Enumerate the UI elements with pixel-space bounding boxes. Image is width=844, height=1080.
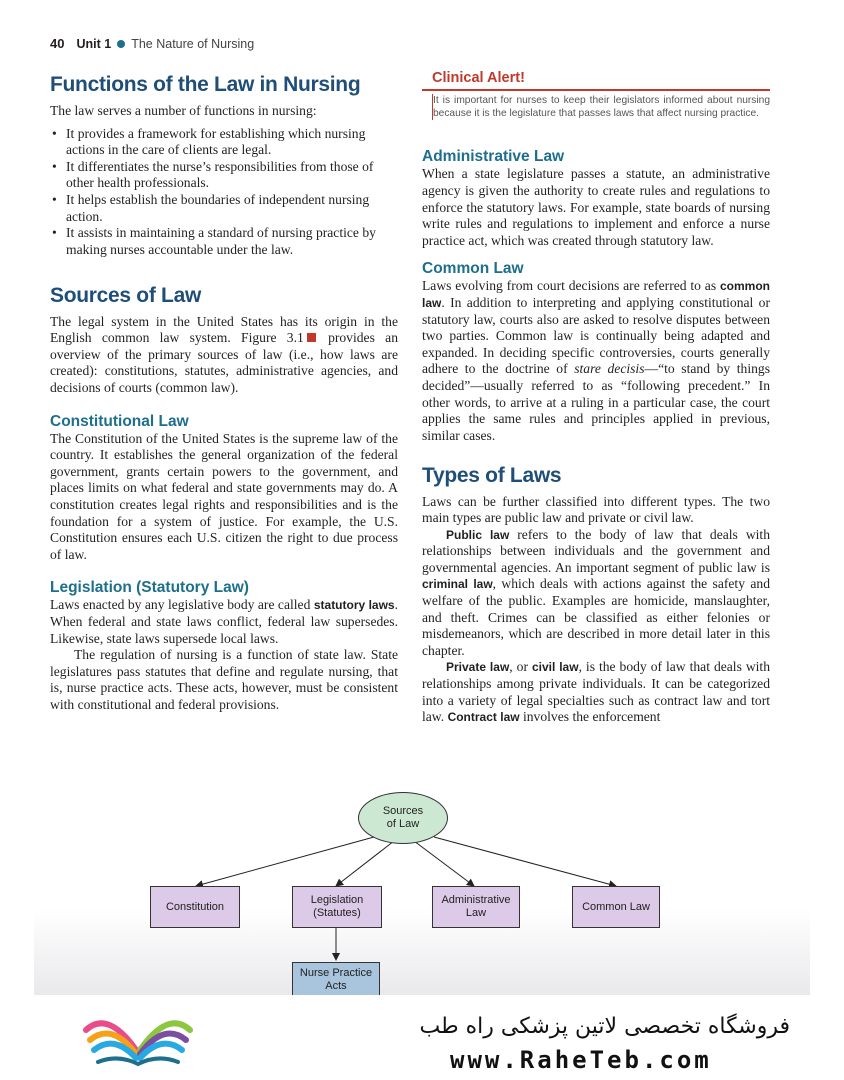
common-text-a: Laws evolving from court decisions are referred to as xyxy=(422,278,717,294)
alert-rule xyxy=(422,89,770,91)
term-public-law: Public law xyxy=(446,527,510,542)
heading-common: Common Law xyxy=(422,260,524,278)
shop-name: فروشگاه تخصصی لاتین پزشکی راه طب xyxy=(419,1014,790,1039)
book-logo-icon xyxy=(78,1010,198,1070)
alert-title: Clinical Alert! xyxy=(432,70,525,86)
heading-functions: Functions of the Law in Nursing xyxy=(50,73,361,96)
heading-administrative: Administrative Law xyxy=(422,148,565,166)
right-column xyxy=(422,70,770,726)
types-paragraph-3 xyxy=(422,659,770,725)
sources-of-law-diagram xyxy=(34,780,810,995)
chapter-title: The Nature of Nursing xyxy=(131,36,255,51)
node-label: Common Law xyxy=(582,900,650,913)
list-item: • It assists in maintaining a standard of nursing practice by making nurses accountable under the law. xyxy=(50,225,398,258)
page-number: 40 xyxy=(50,36,65,51)
constitutional-paragraph: The Constitution of the United States is the supreme law of the country. It establishes the general organization of the federal government, grants certain powers to the government, and places limits on what federal and state governments may do. A constitution creates legal rights and responsibilities and is the foundation for a system of justice. For example, the U.S. Constitution ensures each U.S. citizen the right to due process of law. xyxy=(50,430,398,562)
term-civil-law: civil law xyxy=(531,660,579,675)
heading-sources: Sources of Law xyxy=(50,284,202,308)
node-label: (Statutes) xyxy=(313,907,361,919)
node-label: Law xyxy=(465,907,487,919)
list-item: • It helps establish the boundaries of independent nursing action. xyxy=(50,192,398,225)
connector-line xyxy=(336,841,394,886)
common-text-c: —“to stand by things decided”—usually referred to as “following precedent.” In other words, to arrive at a ruling in a particular case, the court applies the same rules and principles applied in previous, similar cases. xyxy=(422,361,770,443)
types-text-2b: , which deals with actions against the safety and welfare of the public. Examples are homicide, manslaughter, and theft. Crimes can be classified as either felonies or misdemeanors, which are described in more detail later in this chapter. xyxy=(422,576,771,658)
node-label: Sources xyxy=(382,805,424,817)
running-head xyxy=(50,36,254,51)
types-text-3b: , is the body of law that deals with relationships among private individuals. It can be categorized into a variety of legal specialties such as contract law and tort law. xyxy=(422,659,771,725)
term-statutory-laws: statutory laws xyxy=(313,598,395,613)
types-text-3a: , or xyxy=(509,659,528,675)
heading-constitutional: Constitutional Law xyxy=(50,412,189,430)
shop-url[interactable]: www.RaheTeb.com xyxy=(450,1046,712,1074)
term-common-law: common law xyxy=(422,279,770,311)
clinical-alert xyxy=(422,70,770,120)
list-item: • It differentiates the nurse’s responsibilities from those of other health professionals. xyxy=(50,159,398,192)
node-label: Constitution xyxy=(165,900,225,913)
connector-line xyxy=(414,841,474,886)
node-common-law xyxy=(572,886,660,928)
legislation-text-a: Laws enacted by any legislative body are called xyxy=(50,597,311,613)
figure-marker-icon xyxy=(307,333,316,342)
sources-text-b: provides an overview of the primary sources of law (i.e., how laws are created): constitutions, statutes, administrative agencies, and decisions of courts (common law). xyxy=(50,330,398,395)
node-label: Acts xyxy=(325,980,347,992)
node-label: Legislation xyxy=(310,894,364,906)
unit-label: Unit 1 xyxy=(76,36,112,51)
types-text-3c: involves the enforcement xyxy=(519,709,661,725)
types-text-2a: refers to the body of law that deals with relationships between individuals and the government and governmental agencies. An important segment of public law is xyxy=(422,526,770,575)
functions-list xyxy=(50,126,398,259)
connector-line xyxy=(434,837,616,886)
node-label: Administrative xyxy=(441,894,511,906)
node-administrative-law xyxy=(432,886,520,928)
node-constitution xyxy=(150,886,240,928)
list-item: • It provides a framework for establishing which nursing actions in the care of clients are legal. xyxy=(50,126,398,159)
node-label: Nurse Practice xyxy=(299,967,373,979)
term-private-law: Private law xyxy=(446,660,510,675)
heading-legislation: Legislation (Statutory Law) xyxy=(50,579,249,597)
types-paragraph-1: Laws can be further classified into different types. The two main types are public law and private or civil law. xyxy=(422,493,770,526)
node-label: of Law xyxy=(386,818,420,830)
legislation-text-b: . When federal and state laws conflict, federal law supersedes. Likewise, state laws supersede local laws. xyxy=(50,597,398,646)
term-criminal-law: criminal law xyxy=(422,577,493,592)
common-text-b: . In addition to interpreting and applying constitutional or statutory law, courts also are asked to resolve disputes between two parties. Common law is continually being adapted and expanded. In deciding specific controversies, courts generally adhere to the doctrine of xyxy=(422,295,770,377)
sources-text-a: The legal system in the United States has its origin in the English common law system. Figure 3.1 xyxy=(50,313,398,346)
legislation-paragraph-1 xyxy=(50,597,398,647)
node-nurse-practice-acts xyxy=(292,962,380,995)
legislation-paragraph-2: The regulation of nursing is a function of state law. State legislatures pass statutes that define and regulate nursing, that is, nurse practice acts. These acts, however, must be consistent with constitutional and federal provisions. xyxy=(50,647,398,712)
common-paragraph xyxy=(422,278,770,444)
sources-paragraph xyxy=(50,314,398,397)
functions-intro: The law serves a number of functions in nursing: xyxy=(50,103,317,119)
node-sources-of-law xyxy=(358,792,448,844)
connector-line xyxy=(196,837,374,886)
term-stare-decisis: stare decisis xyxy=(574,361,645,377)
bullet-dot-icon xyxy=(117,40,125,48)
alert-text: It is important for nurses to keep their legislators informed about nursing because it is the legislature that passes laws that affect nursing practice. xyxy=(433,95,770,120)
left-column xyxy=(50,70,398,714)
types-paragraph-2 xyxy=(422,527,770,660)
node-legislation xyxy=(292,886,382,928)
term-contract-law: Contract law xyxy=(447,710,520,725)
heading-types: Types of Laws xyxy=(422,464,562,488)
administrative-paragraph: When a state legislature passes a statute, an administrative agency is given the authority to create rules and regulations to enforce the statutory laws. For example, state boards of nursing write rules and regulations to implement and enforce a nurse practice act, which was created through statutory law. xyxy=(422,166,770,248)
